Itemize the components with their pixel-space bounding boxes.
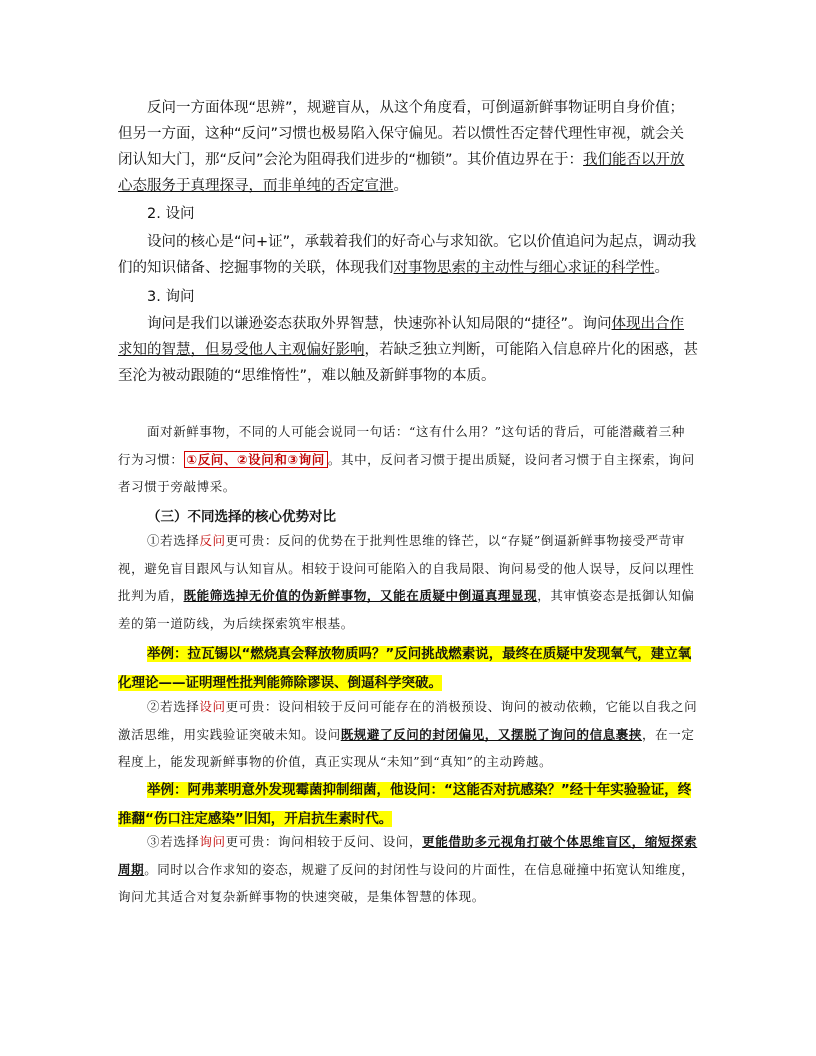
text: ③若选择 <box>147 834 200 849</box>
text: ，若缺乏独立判断，可能陷入信息碎片化的困惑，甚至沦为被动跟随的“思维惰性”，难以触及新鲜事物的本质。 <box>118 342 698 384</box>
item-2-title: 2. 设问 <box>147 206 195 222</box>
option-3-paragraph <box>118 828 698 911</box>
text: 更可贵：反问的优势在于批判性思维的锋芒，以“存疑”倒逼新鲜事物接受严苛审视，避免盲目跟风与认知盲从。相较于设问可能陷入的自我局限、询问易受的他人误导，反问以理性批判为盾， <box>118 533 695 603</box>
item-3-title: 3. 询问 <box>147 289 195 305</box>
paragraph-shewen <box>118 229 698 281</box>
highlighted-example: 举例：阿弗莱明意外发现霉菌抑制细菌，他设问：“这能否对抗感染？”经十年实验验证，终推翻“伤口注定感染”旧知，开启抗生素时代。 <box>118 782 692 827</box>
option-2-paragraph <box>118 693 698 776</box>
text: 更可贵：询问相较于反问、设问， <box>225 834 423 849</box>
bold-underlined-text: 既能筛选掉无价值的伪新鲜事物，又能在质疑中倒逼真理显现 <box>183 588 538 603</box>
bold-underlined-text: 既规避了反问的封闭偏见，又摆脱了询问的信息裹挟 <box>340 726 643 742</box>
underlined-text: 我们能否以开放心态服务于真理探寻，而非单纯的否定宣泄 <box>118 152 685 194</box>
text: 。 <box>393 178 408 194</box>
paragraph-fanwen <box>118 95 698 199</box>
option-1-paragraph <box>118 527 698 637</box>
bold-underlined-text: 更能借助多元视角打破个体思维盲区，缩短探索周期 <box>118 834 698 877</box>
key-term: 设问 <box>199 699 226 714</box>
boxed-key-phrase: ①反问、②设问和③询问 <box>184 451 328 468</box>
text: 。其中，反问者习惯于提出质疑，设问者习惯于自主探索，询问者习惯于旁敲博采。 <box>118 451 695 494</box>
section-heading: （三）不同选择的核心优势对比 <box>147 509 336 525</box>
text: ①若选择 <box>147 533 200 548</box>
intro-paragraph <box>118 418 698 501</box>
text: 反问一方面体现“思辨”，规避盲从，从这个角度看，可倒逼新鲜事物证明自身价值；但另一方面，这种“反问”习惯也极易陷入保守偏见。若以惯性否定替代理性审视，就会关闭认知大门，那“反问”会沦为阻碍我们进步的“枷锁”。其价值边界在于： <box>118 100 685 168</box>
underlined-text: 体现出合作求知的智慧，但易受他人主观偏好影响 <box>118 316 685 358</box>
example-1 <box>118 639 698 697</box>
text: 设问的核心是“问+证”，承载着我们的好奇心与求知欲。它以价值追问为起点，调动我们的知识储备、挖掘事物的关联，体现我们 <box>118 234 697 276</box>
text: 询问是我们以谦逊姿态获取外界智慧，快速弥补认知局限的“捷径”。询问 <box>147 316 612 332</box>
text: 。同时以合作求知的姿态，规避了反问的封闭性与设问的片面性，在信息碰撞中拓宽认知维度，询问尤其适合对复杂新鲜事物的快速突破，是集体智慧的体现。 <box>118 861 695 904</box>
key-term: 询问 <box>199 834 226 849</box>
underlined-text: 对事物思索的主动性与细心求证的科学性 <box>393 260 655 276</box>
text: ②若选择 <box>147 699 200 714</box>
text: 面对新鲜事物，不同的人可能会说同一句话：“这有什么用？”这句话的背后，可能潜藏着三种行为习惯： <box>118 424 685 467</box>
paragraph-xunwen <box>118 311 698 389</box>
text: 更可贵：设问相较于反问可能存在的消极预设、询问的被动依赖，它能以自我之问激活思维，用实践验证突破未知。设问 <box>118 699 698 742</box>
text: ，其审慎姿态是抵御认知偏差的第一道防线，为后续探索筑牢根基。 <box>118 588 695 631</box>
highlighted-example: 举例：拉瓦锡以“燃烧真会释放物质吗？”反问挑战燃素说，最终在质疑中发现氧气，建立氧化理论——证明理性批判能筛除谬误、倒逼科学突破。 <box>118 646 692 691</box>
text: 。 <box>654 260 669 276</box>
key-term: 反问 <box>199 533 226 548</box>
text: ，在一定程度上，能发现新鲜事物的价值，真正实现从“未知”到“真知”的主动跨越。 <box>118 726 695 769</box>
example-2 <box>118 775 698 833</box>
